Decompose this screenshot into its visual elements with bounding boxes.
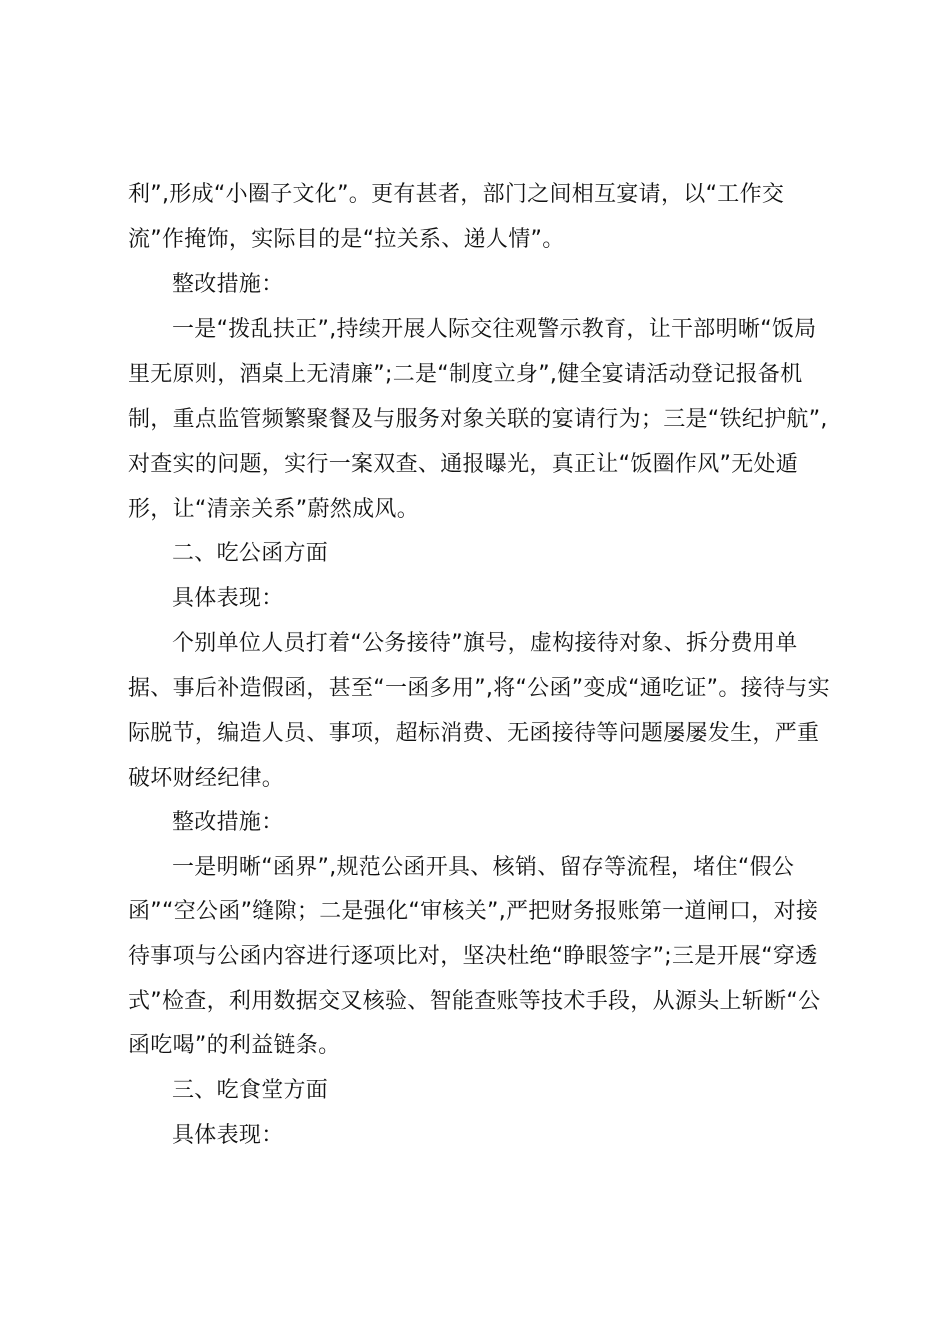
body-text-line: 际脱节，编造人员、事项，超标消费、无函接待等问题屡屡发生，严重 (128, 721, 820, 746)
body-text-line: 利”,形成“小圈子文化”。更有甚者，部门之间相互宴请，以“工作交 (128, 182, 785, 207)
section-heading: 三、吃食堂方面 (172, 1078, 329, 1103)
body-text-line: 形，让“清亲关系”蔚然成风。 (128, 497, 419, 522)
body-text-line: 式”检查，利用数据交叉核验、智能查账等技术手段，从源头上斩断“公 (128, 989, 821, 1014)
body-text-line: 据、事后补造假函，甚至“一函多用”,将“公函”变成“通吃证”。接待与实 (128, 676, 830, 701)
body-text-line: 制，重点监管频繁聚餐及与服务对象关联的宴请行为；三是“铁纪护航”, (128, 407, 828, 432)
body-text-line: 破坏财经纪律。 (128, 766, 285, 791)
subheading-rectification: 整改措施： (172, 272, 284, 297)
section-heading: 二、吃公函方面 (172, 541, 329, 566)
body-text-line: 一是“拨乱扶正”,持续开展人际交往观警示教育，让干部明晰“饭局 (172, 317, 817, 342)
body-text-line: 里无原则，酒桌上无清廉”;二是“制度立身”,健全宴请活动登记报备机 (128, 362, 803, 387)
body-text-line: 待事项与公函内容进行逐项比对，坚决杜绝“睁眼签字”;三是开展“穿透 (128, 944, 818, 969)
body-text-line: 个别单位人员打着“公务接待”旗号，虚构接待对象、拆分费用单 (172, 631, 798, 656)
body-text-line: 一是明晰“函界”,规范公函开具、核销、留存等流程，堵住“假公 (172, 855, 795, 880)
body-text-line: 流”作掩饰，实际目的是“拉关系、递人情”。 (128, 227, 565, 252)
subheading-manifestation: 具体表现： (172, 586, 284, 611)
body-text-line: 对查实的问题，实行一案双查、通报曝光，真正让“饭圈作风”无处遁 (128, 452, 799, 477)
body-text-line: 函”“空公函”缝隙；二是强化“审核关”,严把财务报账第一道闸口，对接 (128, 899, 819, 924)
subheading-manifestation: 具体表现： (172, 1123, 284, 1148)
body-text-line: 函吃喝”的利益链条。 (128, 1033, 341, 1058)
subheading-rectification: 整改措施： (172, 810, 284, 835)
